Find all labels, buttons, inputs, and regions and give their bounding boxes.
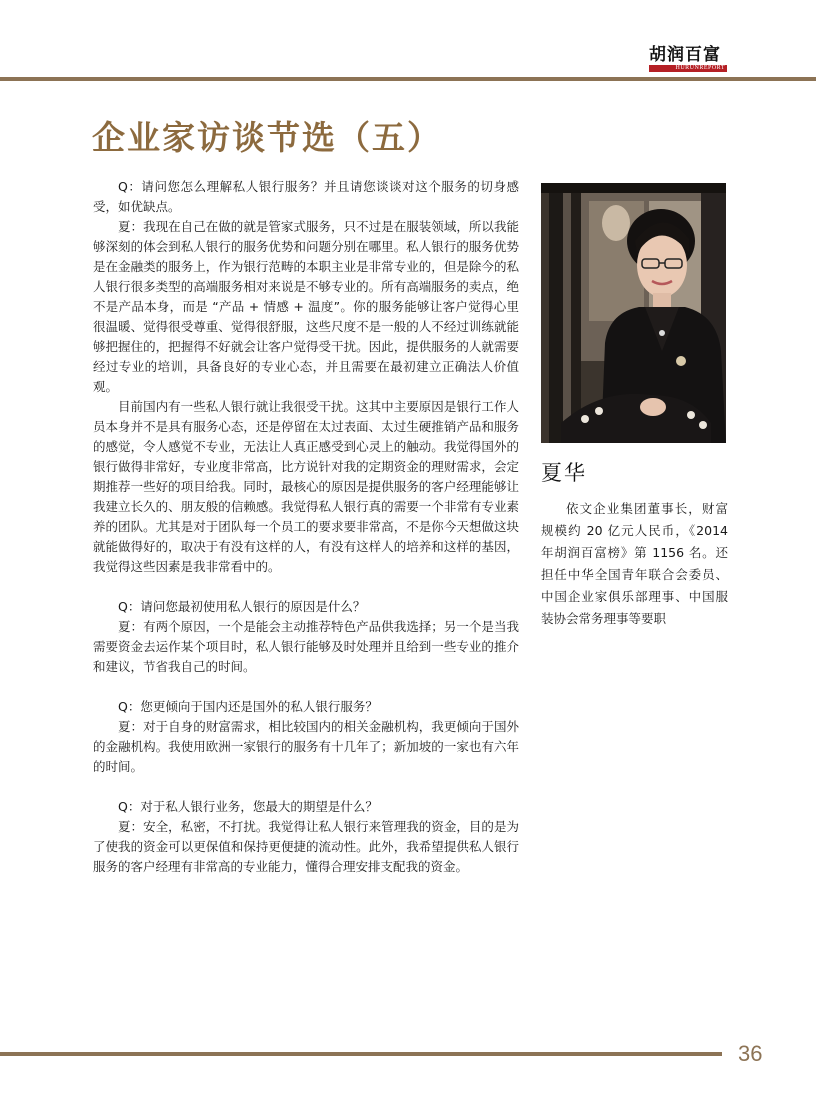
interviewee-name: 夏华 <box>541 461 587 485</box>
hurun-logo <box>649 47 727 71</box>
header-rule <box>0 77 816 81</box>
logo-english-text: HURUNREPORT <box>649 65 727 72</box>
answer-4: 夏：安全，私密，不打扰。我觉得让私人银行来管理我的资金，目的是为了使我的资金可以更保值和保持更便捷的流动性。此外，我希望提供私人银行服务的客户经理有非常高的专业能力，懂得合理安排支配我的资金。 <box>93 819 519 874</box>
logo-chinese-text: 胡润百富 <box>649 45 721 65</box>
interviewee-bio: 依文企业集团董事长，财富规模约 20 亿元人民币，《2014 年胡润百富榜》第 1156 名。还担任中华全国青年联合会委员、中国企业家俱乐部理事、中国服装协会常务理事等要职 <box>541 501 728 626</box>
footer-rule <box>0 1052 722 1056</box>
answer-3: 夏：对于自身的财富需求，相比较国内的相关金融机构，我更倾向于国外的金融机构。我使用欧洲一家银行的服务有十几年了；新加坡的一家也有六年的时间。 <box>93 719 519 774</box>
answer-1a: 夏：我现在自己在做的就是管家式服务，只不过是在服装领域，所以我能够深刻的体会到私人银行的服务优势和问题分别在哪里。私人银行的服务优势是在金融类的服务上，作为银行范畴的本职主业是非常专业的，但是除今的私人银行很多类型的高端服务相对来说是不够专业的。所有高端服务的卖点，绝不是产品本身，而是 “产品 + 情感 + 温度”。你的服务能够让客户觉得心里很温暖、觉得很受尊重、觉得很舒服，这些尺度不是一般的人不经过训练就能够把握住的，把握得不好就会让客户觉得受干扰。因此，提供服务的人就需要经过专业的培训，具备良好的专业心态，并且需要在最初建立正确法人价值观。 <box>93 219 519 394</box>
answer-2: 夏：有两个原因，一个是能会主动推荐特色产品供我选择；另一个是当我需要资金去运作某个项目时，私人银行能够及时处理并且给到一些专业的推介和建议，节省我自己的时间。 <box>93 619 519 674</box>
page-title: 企业家访谈节选（五） <box>92 118 442 157</box>
answer-1b: 目前国内有一些私人银行就让我很受干扰。这其中主要原因是银行工作人员本身并不是具有服务心态，还是停留在太过表面、太过生硬推销产品和服务的感觉，令人感觉不专业，无法让人真正感受到心灵上的触动。我觉得国外的银行做得非常好，专业度非常高，比方说针对我的定期资金的理财需求，会定期推荐一些好的项目给我。同时，最核心的原因是提供服务的客户经理能够让我建立长久的、朋友般的信赖感。我觉得私人银行真的需要一个非常有专业素养的团队。尤其是对于团队每一个员工的要求要非常高，不是你今天想做这块就能做得好的，取决于有没有这样的人，有没有这样人的培养和这样的基因，我觉得这些因素是我非常看中的。 <box>93 399 519 574</box>
question-3: Q：您更倾向于国内还是国外的私人银行服务？ <box>118 699 378 714</box>
page-number: 36 <box>738 1041 763 1066</box>
question-1: Q：请问您怎么理解私人银行服务？并且请您谈谈对这个服务的切身感受，如优缺点。 <box>93 179 519 214</box>
portrait-photo <box>541 183 726 443</box>
question-2: Q：请问您最初使用私人银行的原因是什么？ <box>118 599 366 614</box>
question-4: Q：对于私人银行业务，您最大的期望是什么？ <box>118 799 378 814</box>
interview-body <box>93 177 519 877</box>
